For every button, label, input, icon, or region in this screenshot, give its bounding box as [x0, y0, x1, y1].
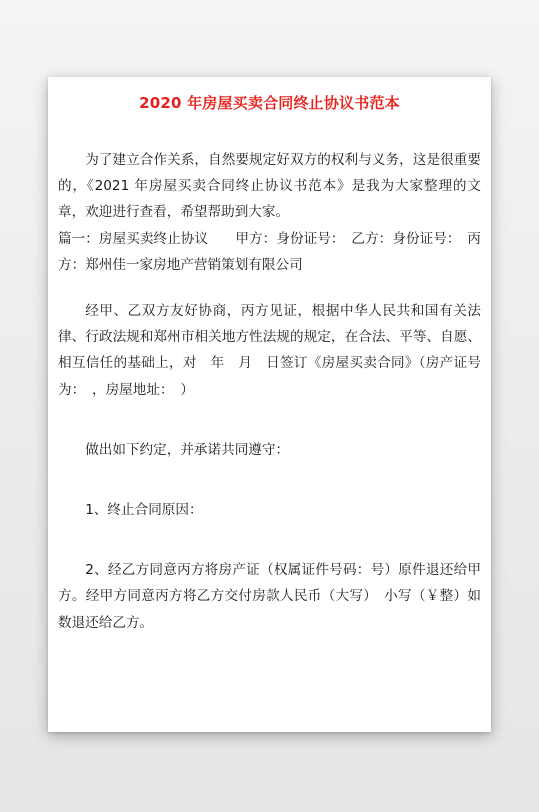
- agreement-paragraph: 做出如下约定，并承诺共同遵守：: [85, 441, 290, 458]
- document-title: 2020 年房屋买卖合同终止协议书范本: [139, 94, 400, 112]
- paragraph-spacer: [58, 523, 481, 557]
- document-page: [48, 77, 491, 732]
- parties-paragraph: 篇一：房屋买卖终止协议 甲方：身份证号： 乙方：身份证号： 丙方：郑州佳一家房地产营销策划有限公司: [58, 230, 481, 273]
- clause-1-paragraph: 1、终止合同原因：: [85, 502, 203, 519]
- clause-2-paragraph: 2、经乙方同意丙方将房产证（权属证件号码：号）原件退还给甲方。经甲方同意丙方将乙方交付房款人民币（大写） 小写（￥整）如数退还给乙方。: [58, 562, 481, 631]
- paragraph-spacer: [58, 278, 481, 298]
- paragraph-spacer: [58, 463, 481, 497]
- paragraph-spacer: [58, 403, 481, 437]
- intro-paragraph: 为了建立合作关系，自然要规定好双方的权利与义务，这是很重要的，《2021 年房屋买卖合同终止协议书范本》是我为大家整理的文章，欢迎进行查看，希望帮助到大家。: [58, 152, 481, 221]
- witness-paragraph: 经甲、乙双方友好协商，丙方见证，根据中华人民共和国有关法律、行政法规和郑州市相关地方性法规的规定，在合法、平等、自愿、相互信任的基础上，对 年 月 日签订《房屋买卖合同》（房产证号为： ，房屋地址： ）: [58, 303, 481, 398]
